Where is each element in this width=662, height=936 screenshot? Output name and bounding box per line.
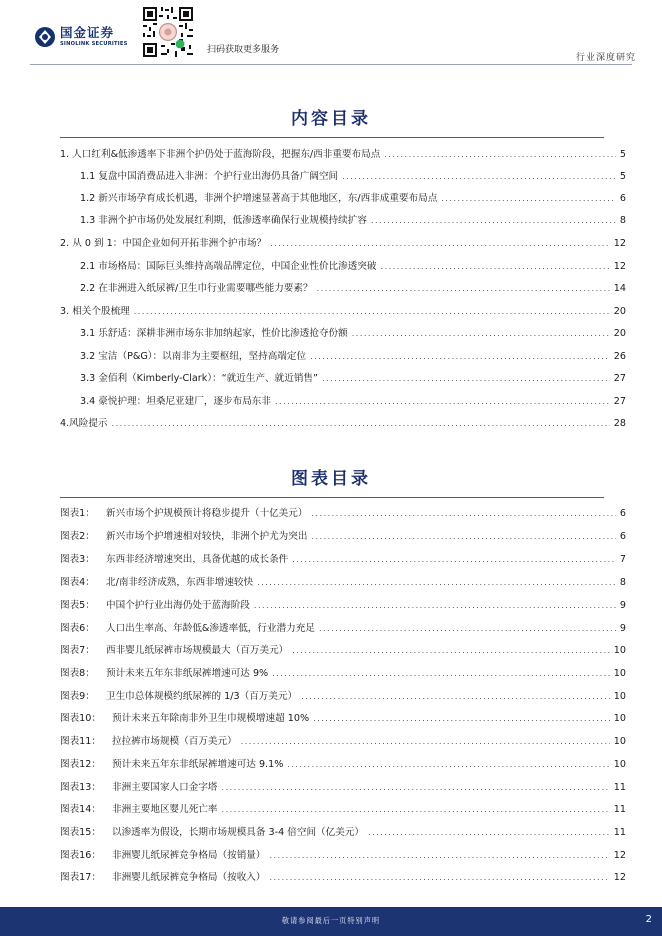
figure-entry[interactable] <box>60 847 626 861</box>
figure-title: 预计未来五年东非纸尿裤增速可达 9.1% <box>112 759 284 770</box>
toc-entry[interactable] <box>60 415 626 429</box>
figure-title: 西非婴儿纸尿裤市场规模最大（百万美元） <box>106 645 289 656</box>
dot-leader <box>313 714 610 723</box>
toc-entry-title: 2.2 在非洲进入纸尿裤/卫生巾行业需要哪些能力要素？ <box>80 283 313 294</box>
toc-entry-page: 27 <box>613 373 626 384</box>
toc-entry-title: 3.4 豪悦护理：坦桑尼亚建厂，逐步布局东非 <box>80 396 271 407</box>
figure-entry[interactable] <box>60 574 626 588</box>
toc-entry[interactable] <box>80 325 626 339</box>
figures-top-rule <box>60 497 604 498</box>
figure-label: 图表1： <box>60 508 95 519</box>
figure-page: 9 <box>619 600 626 611</box>
dot-leader <box>270 851 610 860</box>
figure-entry[interactable] <box>60 756 626 770</box>
toc-entry-title: 2. 从 0 到 1：中国企业如何开拓非洲个护市场？ <box>60 238 267 249</box>
toc-entry-page: 20 <box>613 306 626 317</box>
page-footer <box>0 907 662 936</box>
figure-entry[interactable] <box>60 642 626 656</box>
dot-leader <box>441 194 616 203</box>
figure-page: 11 <box>613 827 626 838</box>
figure-page: 9 <box>619 623 626 634</box>
dot-leader <box>257 578 616 587</box>
dot-leader <box>134 307 610 316</box>
figure-entry[interactable] <box>60 528 626 542</box>
figure-label: 图表15： <box>60 827 101 838</box>
qr-code-icon[interactable] <box>141 5 195 59</box>
figure-page: 12 <box>613 872 626 883</box>
dot-leader <box>319 624 616 633</box>
dot-leader <box>310 352 610 361</box>
dot-leader <box>371 216 616 225</box>
figure-entry[interactable] <box>60 733 626 747</box>
figure-page: 8 <box>619 577 626 588</box>
dot-leader <box>272 669 610 678</box>
figure-title: 人口出生率高、年龄低&渗透率低，行业潜力充足 <box>106 623 315 634</box>
figure-title: 北/南非经济成熟，东西非增速较快 <box>106 577 254 588</box>
dot-leader <box>311 532 615 541</box>
figure-entry[interactable] <box>60 779 626 793</box>
dot-leader <box>384 150 616 159</box>
toc-entry-page: 12 <box>613 261 626 272</box>
dot-leader <box>241 737 610 746</box>
figure-title: 新兴市场个护增速相对较快，非洲个护尤为突出 <box>106 531 308 542</box>
toc-entry-page: 5 <box>619 171 626 182</box>
figure-page: 10 <box>613 668 626 679</box>
figure-label: 图表2： <box>60 531 95 542</box>
dot-leader <box>287 760 609 769</box>
dot-leader <box>317 284 610 293</box>
figure-page: 11 <box>613 804 626 815</box>
logo-chinese-name: 国金证券 <box>60 25 115 41</box>
figure-label: 图表5： <box>60 600 95 611</box>
figure-entry[interactable] <box>60 551 626 565</box>
toc-entry-page: 12 <box>613 238 626 249</box>
toc-entry-title: 3.3 金佰利（Kimberly-Clark）：“就近生产、就近销售” <box>80 373 318 384</box>
toc-entry-title: 3.2 宝洁（P&G）：以南非为主要枢纽，坚持高端定位 <box>80 351 307 362</box>
toc-entry-page: 14 <box>613 283 626 294</box>
figure-label: 图表3： <box>60 554 95 565</box>
dot-leader <box>222 805 610 814</box>
toc-entry[interactable] <box>60 146 626 160</box>
toc-entry[interactable] <box>60 235 626 249</box>
dot-leader <box>254 601 616 610</box>
figure-title: 非洲主要国家人口金字塔 <box>112 782 218 793</box>
figure-title: 预计未来五年东非纸尿裤增速可达 9% <box>106 668 269 679</box>
figure-entry[interactable] <box>60 801 626 815</box>
figure-page: 10 <box>613 645 626 656</box>
figure-label: 图表16： <box>60 850 101 861</box>
figure-title: 以渗透率为假设，长期市场规模具备 3-4 倍空间（亿美元） <box>112 827 365 838</box>
figure-label: 图表6： <box>60 623 95 634</box>
figure-page: 10 <box>613 691 626 702</box>
toc-entry-title: 4.风险提示 <box>60 418 108 429</box>
toc-entry-title: 1.1 复盘中国消费品进入非洲：个护行业出海仍具备广阔空间 <box>80 171 339 182</box>
toc-entry-title: 1.3 非洲个护市场仍处发展红利期，低渗透率确保行业规模持续扩容 <box>80 215 367 226</box>
report-type-label: 行业深度研究 <box>575 53 636 63</box>
figure-entry[interactable] <box>60 869 626 883</box>
toc-entry-title: 2.1 市场格局：国际巨头维持高端品牌定位，中国企业性价比渗透突破 <box>80 261 377 272</box>
toc-entry[interactable] <box>80 370 626 384</box>
toc-entry-page: 26 <box>613 351 626 362</box>
figure-label: 图表7： <box>60 645 95 656</box>
toc-entry-title: 3. 相关个股梳理 <box>60 306 130 317</box>
dot-leader <box>381 262 610 271</box>
toc-entry[interactable] <box>80 190 626 204</box>
figure-title: 拉拉裤市场规模（百万美元） <box>112 736 237 747</box>
toc-entry[interactable] <box>80 212 626 226</box>
sinolink-logo-icon <box>34 26 56 48</box>
figure-page: 6 <box>619 508 626 519</box>
logo-english-name: SINOLINK SECURITIES <box>60 40 128 47</box>
figure-entry[interactable] <box>60 597 626 611</box>
figure-label: 图表8： <box>60 668 95 679</box>
figure-label: 图表13： <box>60 782 101 793</box>
dot-leader <box>270 239 610 248</box>
figures-title: 图表目录 <box>291 469 371 489</box>
figure-label: 图表11： <box>60 736 101 747</box>
figure-title: 中国个护行业出海仍处于蓝海阶段 <box>106 600 250 611</box>
toc-entry[interactable] <box>80 348 626 362</box>
figure-page: 6 <box>619 531 626 542</box>
figure-label: 图表17： <box>60 872 101 883</box>
toc-entry[interactable] <box>60 303 626 317</box>
figure-label: 图表12： <box>60 759 101 770</box>
toc-entry-title: 1. 人口红利&低渗透率下非洲个护仍处于蓝海阶段，把握东/西非重要布局点 <box>60 149 381 160</box>
figure-title: 非洲主要地区婴儿死亡率 <box>112 804 218 815</box>
figure-title: 预计未来五年除南非外卫生巾规模增速超 10% <box>112 713 310 724</box>
dot-leader <box>368 828 610 837</box>
figure-entry[interactable] <box>60 505 626 519</box>
toc-entry-page: 6 <box>619 193 626 204</box>
toc-entry[interactable] <box>80 258 626 272</box>
page-header <box>0 0 662 68</box>
footer-disclaimer[interactable]: 敬请参阅最后一页特别声明 <box>281 916 381 925</box>
figure-entry[interactable] <box>60 665 626 679</box>
figure-page: 7 <box>619 554 626 565</box>
dot-leader <box>292 555 616 564</box>
figure-page: 10 <box>613 713 626 724</box>
toc-entry-page: 5 <box>619 149 626 160</box>
toc-entry-page: 8 <box>619 215 626 226</box>
dot-leader <box>311 509 615 518</box>
figure-label: 图表4： <box>60 577 95 588</box>
figure-title: 东西非经济增速突出，具备优越的成长条件 <box>106 554 289 565</box>
figure-entry[interactable] <box>60 688 626 702</box>
dot-leader <box>322 374 610 383</box>
scan-for-services-text: 扫码获取更多服务 <box>207 45 280 55</box>
figure-page: 10 <box>613 759 626 770</box>
figure-page: 12 <box>613 850 626 861</box>
toc-entry-title: 1.2 新兴市场孕育成长机遇，非洲个护增速显著高于其他地区，东/西非成重要布局点 <box>80 193 438 204</box>
figure-title: 非洲婴儿纸尿裤竞争格局（按收入） <box>112 872 266 883</box>
dot-leader <box>275 397 610 406</box>
figure-label: 图表9： <box>60 691 95 702</box>
toc-title: 内容目录 <box>291 109 371 129</box>
dot-leader <box>112 419 610 428</box>
dot-leader <box>352 329 610 338</box>
toc-entry[interactable] <box>80 280 626 294</box>
figure-title: 非洲婴儿纸尿裤竞争格局（按销量） <box>112 850 266 861</box>
dot-leader <box>270 873 610 882</box>
dot-leader <box>342 172 616 181</box>
toc-entry-page: 28 <box>613 418 626 429</box>
figure-title: 卫生巾总体规模约纸尿裤的 1/3（百万美元） <box>106 691 298 702</box>
dot-leader <box>222 783 610 792</box>
figure-entry[interactable] <box>60 824 626 838</box>
toc-top-rule <box>60 137 604 138</box>
toc-entry[interactable] <box>80 393 626 407</box>
company-logo <box>34 26 128 48</box>
toc-entry-page: 27 <box>613 396 626 407</box>
page-number: 2 <box>645 914 652 925</box>
dot-leader <box>301 692 610 701</box>
figure-page: 10 <box>613 736 626 747</box>
header-divider <box>30 64 632 65</box>
figure-entry[interactable] <box>60 710 626 724</box>
figure-label: 图表14： <box>60 804 101 815</box>
figure-title: 新兴市场个护规模预计将稳步提升（十亿美元） <box>106 508 308 519</box>
figure-page: 11 <box>613 782 626 793</box>
figure-label: 图表10： <box>60 713 101 724</box>
figure-entry[interactable] <box>60 620 626 634</box>
toc-entry-title: 3.1 乐舒适：深耕非洲市场东非加纳起家，性价比渗透抢夺份额 <box>80 328 348 339</box>
toc-entry[interactable] <box>80 168 626 182</box>
dot-leader <box>292 646 610 655</box>
toc-entry-page: 20 <box>613 328 626 339</box>
